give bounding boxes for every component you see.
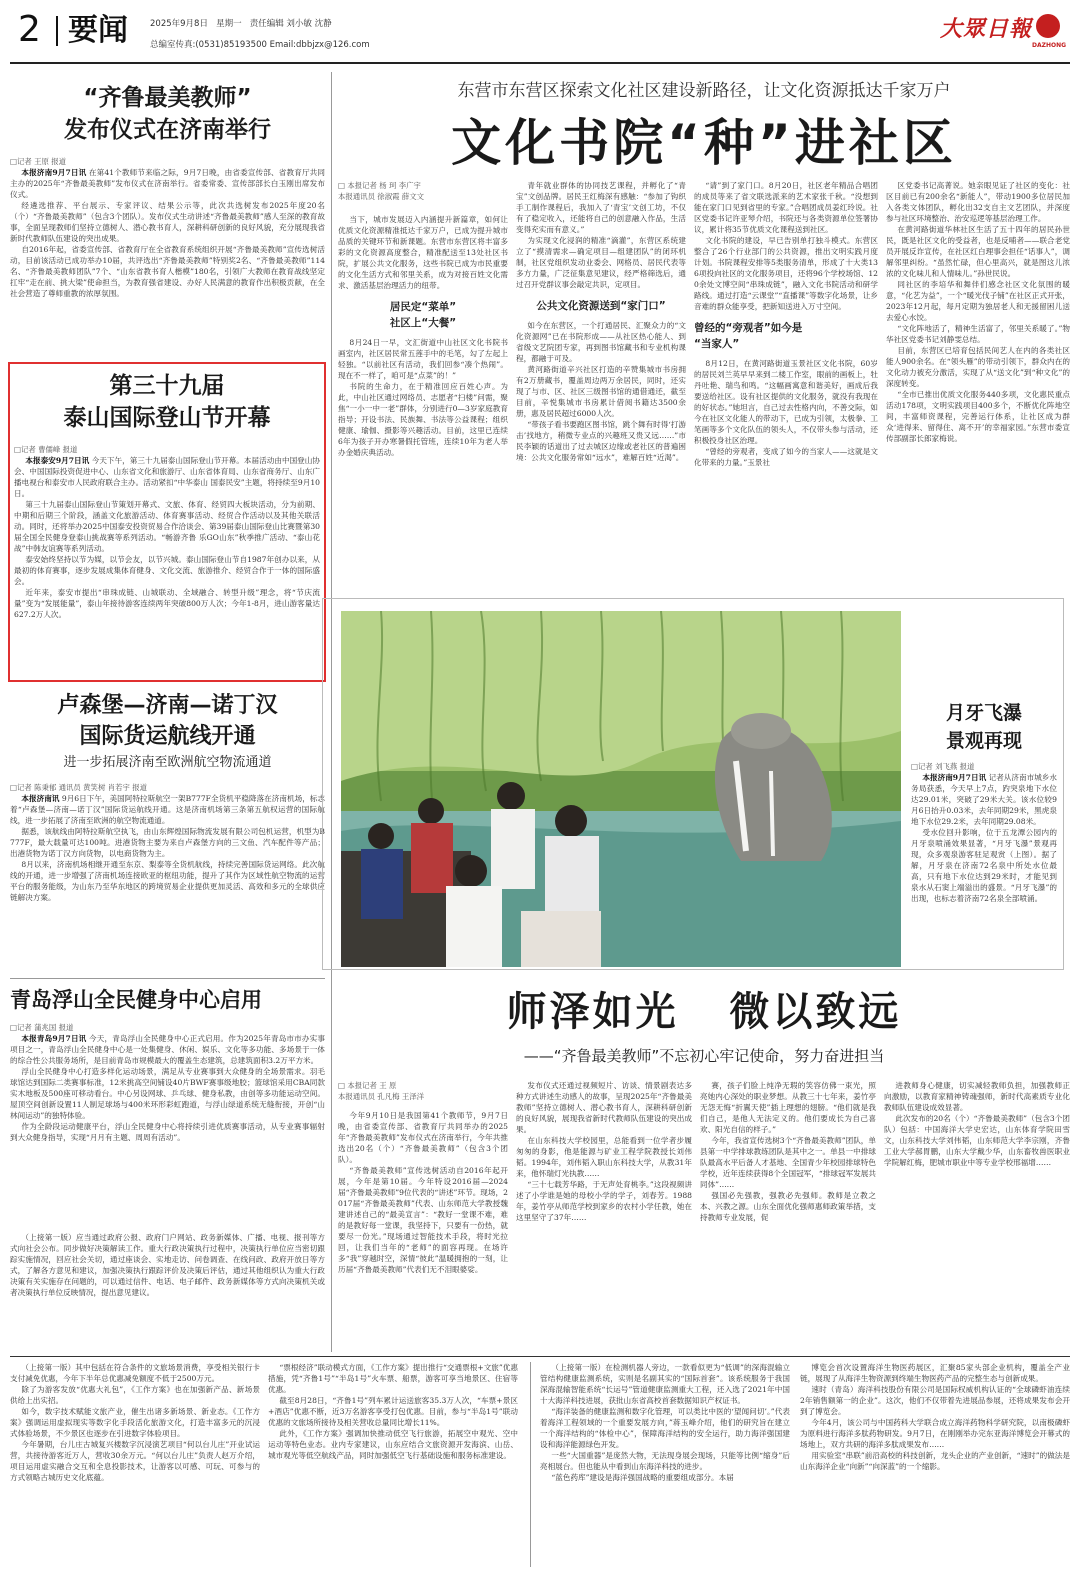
paragraph: 受水位回升影响，位于五龙潭公园内的月牙泉喷涌效果显著，“月牙飞瀑”景观再现，众多观泉游客驻足观赏（上图）。据了解，月牙泉在济南72名泉中所处水位最高，只有地下水位达到29米时，才能见到泉水从石窦上端溢出的盛景。“月牙飞瀑”的出现，也标志着济南72名泉全部喷涌。 [911,828,1057,903]
article-teacher-ceremony [10,82,325,357]
paragraph: 自2016年起，省委宣传部、省教育厅在全省教育系统组织开展“齐鲁最美教师”宣传选树活动，目前该活动已成功举办10届，共评选出“齐鲁最美教师”特别奖2名、“齐鲁最美教师”114名、“齐鲁最美教师团队”7个、“山东省教书育人楷模”180名，引领广大教师在教育战线坚定扛牢“走在前、挑大梁”使命担当，为教育强省建设、办好人民满意的教育作出积极贡献，在全社会营造了尊师重教的浓厚氛围。 [10,245,325,298]
paragraph: 青年就业群体的协同技艺课程，并孵化了“青宝”文创品牌。居民王红梅深有感触：“参加了钩织手工制作课程后，我加入了‘青宝’文创工坊，不仅有了稳定收入，还能将自己的创意融入作品，生活变得充实而有意义。” [516,181,686,234]
paragraph: 同社区的李培华和舞伴们感念社区文化氛围的暖意，“化艺为益”，一个“暖光伐子铺”在社区正式开张，2023年12月起，每月定期为独居老人和无援留困儿送去爱心水饺。 [886,280,1070,322]
paragraph: 近年来，泰安市提出“串珠成链、山城联动、全域融合、转型升级”理念，将“节庆流量”变为“发展能量”，泰山年接待游客连续两年突破800万人次；今年1-8月，进山游客量达627.2万人次。 [14,588,320,619]
bottom-divider [10,1356,1070,1357]
paragraph: 8月以来，济南机场相继开通至东京、梨泰等全货机航线，持续完善国际货运网络。此次航线的开通，进一步增强了济南机场连接欧亚的枢纽功能，提升了其作为区域性航空物流的运营平台的服务能级，为山东乃至华东地区的跨境贸易企业提供更加灵活、高效和多元的全球供应链解决方案。 [10,860,325,902]
teacher-col-3-text [700,1080,876,1223]
main-col-3b-text [694,358,878,468]
paragraph: 今年，我省宣传选树3个“齐鲁最美教师”团队，单县第一中学排球教练团队是其中之一。单县一中排球队最高水平后备人才基地、全国青少年校园排球特色学校，近年连续获得8个全国冠军，“排球冠军发展共同体”…… [700,1136,876,1189]
paragraph: 8月24日一早，文汇街道中山社区文化书院书画室内，社区居民常五莲手中的毛笔，勾了左起上轻独。“以前社区有活动，我们回参“凑个热闹”。现在不一样了，咱可是“点菜”的！” [338,338,508,380]
teacher-col-1-text [338,1110,508,1275]
paragraph: 一些“大国重器”是庞然大物，无法现身展会现场，只能等比例“缩身”后亮相展台。但也能从中看到山东海洋科技的进步。 [540,1451,790,1471]
paragraph: “请”到了家门口。8月20日，社区老年精品合唱团的成员等来了省文联选派来的艺术家张千秋。“没想到能在家门口见到省里的专家。”合唱团成员姜红玲说。社区党委书记许亚琴介绍，书院还与各类资源单位签署协议，累计将35节优质文化课程送到社区。 [694,181,878,234]
issue-date: 2025年9月8日 [150,19,208,29]
paragraph: 速时（青岛）海洋科技股份有限公司是国际权威机构认证的“全球磷虾油连续2年销售额第一的企业”。这次，他们不仅带着先进展品参展，还将成果发布会开到了博览会。 [800,1385,1070,1416]
dateline: 本报济南9月7日讯 [922,773,987,782]
paragraph: 经遴选推荐、平台展示、专家评议、结果公示等，此次共选树发布2025年度20名（个）“齐鲁最美教师”（包含3个团队）。发布仪式生动讲述“齐鲁最美教师”感人至深的教育故事，全面呈现教师们坚持立德树人、潜心教书育人，深耕科研创新的良好风貌，充分展现我省新时代教师队伍建设的突出成果。 [10,201,325,243]
paragraph: 如今在东营区，一个打通居民、汇聚众力的“文化资源网”已在书院形成——从社区热心能人、到省级文艺院团专家，再到图书馆藏书和专业机构课程，都融于可及。 [516,321,686,363]
newspaper-logo [940,10,1065,54]
paragraph: 文化书院的建设，早已告别单打独斗模式。东营区整合了26个行业部门的公共资源，推出文明实践月度计划。书院课程安排等5类服务清单，形成了十大类136项投向社区的文化服务项目，还将96个学校场馆、120余处文博空间“串珠成链”，融入文化书院活动和研学路线。通过打造“云课堂”“直播课”等数字化场景，让乡音难的群众能享受，把新知送进入万寸空间。 [694,236,878,311]
subhead-line: 曾经的“旁观者”如今是 [694,322,803,334]
article-title-line1: “齐鲁最美教师” [83,85,252,111]
paragraph: 在山东科技大学校园里，总能看到一位学者步履匆匆的身影，他是能源与矿业工程学院教授长刘伟韬。1994年，刘伟韬入职山东科技大学，从教31年来，他怀瑞灯光执教…… [516,1136,692,1178]
page-number: 2 [18,9,41,50]
article-cargo-route [10,690,325,972]
paragraph: “全市已推出优质文化服务440多项，文化惠民重点活动178项，文明实践项目400多个，不断优化阵地空间，丰富师资课程，完善运行体系，让社区成为群众‘进得来、留得住、离不开’的幸福家园。”东营市委宣传部副部长郎家梅说。 [886,390,1070,443]
paragraph: 发布仪式还通过视频短片、访谈、情景剧表达多种方式讲述生动感人的故事，呈现2025年“齐鲁最美教师”坚持立德树人、潜心教书育人，深耕科研创新的良好风貌，展现我省新时代教师队伍建设的突出成果。 [516,1081,692,1134]
issue-date-line [150,17,332,29]
paragraph: 如今，数字技术赋能文旅产业，催生出诸多新场景、新业态。《工作方案》强调运用虚拟现实等数字化手段活化旅游文化，打造丰富多元的沉浸式体验场景，不少景区也逐步在引进数字体验项目。 [10,1407,260,1438]
main-col-4-text [886,180,1070,444]
paragraph: 用实验室“串联”前沿高校的科技创新，龙头企业的产业创新，“速时”的做法是山东海洋企业“向新”“向深蓝”的一个缩影。 [800,1451,1070,1471]
paragraph: 赛，孩子们脸上纯净无瑕的笑容仿佛一束光，照亮她内心深处的职业梦想。从教三十七年来，姜竹亭无怨无悔“折翼天使”插上理想的翅膀。“他们就是我们自己，是他人无法定义的。他们要成长为自己喜欢、阳光自信的样子。” [700,1081,876,1134]
main-col-3-text [694,180,878,312]
article-body [10,167,325,299]
article-byline: □记者 曹儒峰 报道 [14,445,78,454]
article-title-line1: 卢森堡—济南—诺丁汉 [57,693,278,718]
paragraph: 泰安始终坚持以节为媒，以节会友，以节兴城。泰山国际登山节自1987年创办以来，从最初的体育赛事，逐步发展成集体育健身、文化交流、旅游推介、经贸合作于一体的国际盛会。 [14,555,320,586]
main-col-1-text [338,214,508,291]
paragraph: “文化阵地活了，精神生活富了，邻里关系暖了。”物华社区党委书记刘静雯总结。 [886,324,1070,344]
teacher-col-4-text [884,1080,1070,1168]
photo-title-2: 景观再现 [945,730,1022,752]
paragraph: “曾经的旁观者，变成了如今的当家人——这就是文化带来的力量。”玉景社 [694,447,878,467]
article-title-line1: 第三十九届 [109,373,225,399]
paragraph: 今天，青岛浮山全民健身中心正式启用。作为2025年青岛市市办实事项目之一，青岛浮山全民健身中心是一处集健身、休闲、娱乐、文化等多功能、多场景于一体的综合性公共服务场所，是目前青岛市规模最大的覆盖生态建筑，总建筑面积3.2万平方米。 [10,1034,325,1065]
paragraph: 截至8月28日，“齐鲁1号”列车累计运送旅客35.3万人次，“车票+景区+酒店”优惠不断，近3万名游客享受打包优惠。目前，参与“半岛1号”联动优惠的文旅场所接待及相关营收总量同比增长11%。 [268,1396,518,1427]
article-body [10,1033,325,1143]
section-divider [56,16,58,46]
contact-line: 总编室传真:(0531)85193500 Email:dbbjzx@126.com [150,40,370,50]
paragraph: （上接第一版）应当通过政府公报、政府门户网站、政务新媒体、广播、电视、报刊等方式向社会公布。同步做好决策解读工作。重大行政决策执行过程中，决策执行单位应当密切跟踪实施情况，回应社会关切，通过座谈会、实地走访、问卷调查、在线问政、政府开放日等方式，了解各方意见和建议，加强决策执行跟踪评价及决策后评估，通过其他组织认为重大行政决策有关实施存在问题的，可以通过信件、电话、电子邮件、政务新媒体等方式向决策机关或者决策执行单位反映情况，提出意见建议。 [10,1233,325,1297]
paragraph: “票根经济”联动模式方面，《工作方案》提出推行“交通票根+文旅”优惠措施，凭“齐鲁1号”“半岛1号”火车票、船票，游客可享当地景区、住宿等优惠。 [268,1363,518,1394]
dateline: 本报济南9月7日讯 [21,168,87,177]
article-continued-policy [10,1232,325,1344]
bottom-continued-articles [10,1362,1070,1572]
main-col-2 [516,180,686,590]
paragraph: 此外，《工作方案》强调加快推动低空飞行旅游，拓展空中观光、空中运动等特色业态。业内专家建议，山东应结合文旅资源开发海滨、山岳、城市观光等低空航线产品，同时加强低空飞行基础设施和服务标准建设。 [268,1429,518,1460]
bottom-col-1-text [10,1362,260,1483]
article-body [14,455,320,620]
dateline: 本报济南讯 [21,794,60,803]
main-col-2-text [516,180,686,290]
photo-caption-box [911,699,1057,967]
article-title-line2: 泰山国际登山节开幕 [63,405,271,431]
teacher-headline [338,980,1070,1044]
masthead [0,0,1080,64]
teacher-col-2 [516,1080,692,1350]
article-fitness-center [10,984,325,1212]
paragraph: 作为全龄段运动健康平台，浮山全民健身中心将持续引进优质赛事活动，从专业赛事辐射到大众健身指导，实现“月月有主题、周周有活动”。 [10,1122,325,1142]
article-byline: □记者 王原 报道 [10,157,67,166]
main-col-1 [338,180,508,590]
article-taishan-festival [8,362,326,682]
subhead-line: 居民定“菜单” [389,301,457,313]
teacher-byline-2: 本报通讯员 孔凡梅 王泽洋 [338,1092,424,1101]
bottom-col-1 [10,1362,260,1572]
photo-byline: □记者 刘飞燕 报道 [911,762,975,771]
photo-title-1: 月牙飞瀑 [945,702,1022,724]
paragraph: 为实现文化浸润的精准“滴灌”，东营区系统建立了“摸清需求—确定项目—组建团队”的闭环机制，社区党组织发动业委会、网格员、居民代表等多方力量，广泛征集意见建议，经严格筛选后，通过召开党群议事会敲定共识，定项目。 [516,236,686,289]
paragraph: 今年9月10日是我国第41个教师节，9月7日晚，由省委宣传部、省教育厅共同举办的2025年“齐鲁最美教师”发布仪式在济南举行，今年共推选出20名（个）“齐鲁最美教师”（包含3个团队）。 [338,1111,508,1164]
article-title-line2: 国际货运航线开通 [79,724,256,749]
paragraph: 在第41个教师节来临之际，9月7日晚，由省委宣传部、省教育厅共同主办的2025年“齐鲁最美教师”发布仪式在济南举行。省委常委、宣传部部长白玉刚出席发布仪式。 [10,168,325,199]
article-body [10,1232,325,1298]
paragraph: “蓝色药库”建设是海洋强国战略的重要组成部分。本届 [551,1473,734,1482]
paragraph: 9月6日下午，美国阿特拉斯航空一架B777F全货机平稳降落在济南机场，标志着“卢森堡—济南—诺丁汉”国际货运航线开通。这是济南机场第三条第五航权运营的国际航线，进一步拓展了济南至欧洲的航空物流通道。 [10,794,325,825]
logo-text: 大眾日報 [940,16,1033,42]
paragraph: “海洋装备的健康监测和数字化管理，可以类比中医的‘望闻问切’。”代表着海洋工程领域的一个重要发展方向，”蒋玉峰介绍，他们的研究旨在建立一个海洋结构的“体检中心”，保障海洋结构的安全运行，助力海洋强国建设和海洋能源绿色开发。 [540,1407,790,1449]
main-headline: 文化书院“种”进社区 [451,114,957,172]
main-col-2b-text [516,320,686,463]
teacher-feature [338,980,1070,1352]
logo-emblem-icon [1036,14,1060,38]
bottom-vertical-divider [530,1362,531,1567]
main-col-4 [886,180,1070,590]
paragraph: 今天下午，第三十九届泰山国际登山节开幕。本届活动由中国登山协会、中国国际投资促进中心、山东省文化和旅游厅、山东省体育局、山东省商务厅、山东广播电视台和泰安市人民政府联合主办。活动紧扣“中华泰山 国泰民安”主题，将持续至9月10日。 [14,456,320,498]
paragraph: 第三十九届泰山国际登山节策划开幕式、文旅、体育、经贸四大板块活动，分为前期、中期和后期三个阶段，涵盖文化旅游活动、体育赛事活动、经贸合作活动以及其他关联活动。同时，还将举办2025中国泰安投资贸易合作洽谈会、第39届泰山国际登山比赛暨第30届全国全民健身登泰山挑战赛等系列活动。“畅游齐鲁 乐GO山东”秋季推广活动、“泰山花战”中韩友谊赛等系列活动。 [14,500,320,553]
main-subhead-1 [338,299,508,331]
paragraph: （上接第一版）在检测机器人旁边，一款看似更为“低调”的深海混输立管结构健康监测系统，实则是名副其实的“国际首套”。该系统服务于我国深海混输智能系统“长运号”管道健康监测重大工程，还入选了2021年中国十大海洋科技进展，获批山东省高校首套数据知识产权证书。 [540,1363,790,1405]
paragraph: 当下，城市发展迈入内涵提升新篇章，如何让优质文化资源精准抵达千家万户，已成为提升城市品质的关键环节和新课题。东营市东营区将丰富多彩的文化资源高度整合，精准配送至13处社区书院，扩展公共文化服务，这些书院已成为市民重要的文化生活方式和邻里关系，成为对接百姓文化需求、激活基层治理活力的纽带。 [338,215,508,290]
bottom-col-4-text [800,1362,1070,1472]
paragraph: 目前，东营区已培育包括民间艺人在内的各类社区能人900余名。在“领头雁”的带动引领下，群众内在的文化动力被充分激活，实现了从“送文化”到“种文化”的深度转变。 [886,346,1070,388]
bottom-col-2 [268,1362,518,1572]
teacher-subtitle: ——“齐鲁最美教师”不忘初心牢记使命，努力奋进担当 [523,1047,885,1065]
paragraph: 区党委书记高菁说。她亲眼见证了社区的变化：社区目前已有200余名“新能人”，带动1900多位居民加入各类文体团队，孵化出32支自主文艺团队，并深度参与社区环境整治、治安巡逻等基层治理工作。 [886,181,1070,223]
paragraph: “带孩子看书要跑区图书馆，跳个舞有时得‘打游击’找地方，稍微专业点的兴趣班又贵又远……”市民李颖的话道出了过去城区边缘或老社区的普遍困境：公共文化服务常如“远水”，难解百姓“近渴”。 [516,420,686,462]
paragraph: “齐鲁最美教师”宣传选树活动自2016年起开展，今年是第10届。今年特设2016届—2024届“齐鲁最美教师”9位代表的“讲述”环节。现场，2017届“齐鲁最美教师”代表、山东师范大学教授魏建讲述自己的“最美宣言”：“教好一堂课不难，难的是教好每一堂课，我坚持下，只要有一份热，就要尽一份光。”现场通过智能技术手段，将时光拉回，让我们当年的“老师”的面容再现。在场许多“我”穿越时空，深情“彼此”温暖拥抱的一刻，让历届“齐鲁最美教师”代表们无不泪眼婆娑。 [338,1166,508,1274]
article-byline: □记者 陈秉郁 通讯员 黄笑树 肖若宇 报道 [10,783,147,792]
main-byline-1: □ 本报记者 杨 珂 李广宇 [338,181,421,190]
paragraph: 记者从济南市城乡水务局获悉，今天早上7点，趵突泉地下水位达29.01米，突破了29米大关。该水位较9月6日抬升0.03米，去年同期29米，黑虎泉地下水位29.2米，去年同期29.08米。 [911,773,1057,826]
teacher-col-1 [338,1080,508,1350]
section-title: 要闻 [68,13,128,48]
paragraph: （上接第一版）其中包括在符合条件的文旅场景消费，享受相关银行卡支付减免优惠，今年下半年总优惠减免额度不低于2500万元。 [10,1363,260,1383]
main-story [338,72,1070,592]
teacher-col-3 [700,1080,876,1350]
paragraph: 黄河路街道辛兴社区打造的辛赞集城市书房拥有2万册藏书，覆盖周边两万余居民，同时，还实现了与市、区、社区三级图书馆的通借通还，截至目前，辛悦集城市书房累计借阅书籍达3500余册，惠及居民超过6000人次。 [516,365,686,418]
main-kicker: 东营市东营区探索文化社区建设新路径，让文化资源抵达千家万户 [457,81,951,101]
bottom-col-3-text [540,1362,790,1483]
main-subhead-3 [694,320,878,352]
bottom-col-3 [540,1362,790,1572]
article-body [10,793,325,903]
masthead-rule [10,62,1070,64]
paragraph: 强国必先强教，强教必先强师。教师是立教之本、兴教之源。山东全面优化强师惠师政策举措，支持教师专业发展，促 [700,1191,876,1222]
logo-en: DAZHONG [1032,42,1067,49]
paragraph: “三十七载芳华路，于无声处育桃李。”这段视频讲述了小学谁是她的母校小学的学子，刘春芳。1988年，姜竹亭从师范学校到家乡的农村小学任教，她在这里坚守了37年…… [516,1180,692,1222]
main-columns [338,180,1070,590]
paragraph: 书院的生命力，在于精准回应百姓心声。为此，中山社区通过网络员、志愿者“扫楼”问需，聚焦“一小一中一老”群体，分别进行0—3岁家庭教育指导；开设书法、民族舞、书法等公益课程；组织健康、瑜伽、摄影等兴趣活动。目前，这里已连续6年为孩子开办寒暑假托管班，连续10年为老人举办金婚庆典活动。 [338,382,508,457]
paragraph: 据悉，该航线由阿特拉斯航空执飞，由山东辉煌国际物流发展有限公司包机运营，机型为B777F，最大载量可达100吨。进港货物主要为来自卢森堡方向的三文鱼、汽车配件等产品；出港货物为诺丁汉方向货物，以电商货物为主。 [10,827,325,858]
spring-park-photo [341,611,901,967]
paragraph: 博览会首次设置海洋生物医药展区，汇聚85家头部企业机构，覆盖全产业链，展现了从海洋生物资源到终端生物医药产品的完整生态与创新成果。 [800,1363,1070,1383]
teacher-byline-1: □ 本报记者 王 原 [338,1081,397,1090]
main-subhead-2: 公共文化资源送到“家门口” [536,300,666,312]
teacher-headline-1: 师泽如光 [506,989,679,1035]
main-col-1b-text [338,337,508,458]
paragraph: 今年4月，该公司与中国药科大学联合成立海洋药物科学研究院，以南极磷虾为原料进行海洋多肽药物研发。9月7日，在刚刚举办完东亚海洋博览会开幕式的场地上，双方共研的海洋多肽成果发布…… [800,1418,1070,1449]
dateline: 本报泰安9月7日讯 [25,456,90,465]
issue-weekday: 星期一 [216,19,242,29]
subhead-line: 社区上“大餐” [389,317,457,329]
paragraph: 8月12日，在黄河路街道玉景社区文化书院，60岁的居民刘兰英早早来到二楼工作室，眼前的画板上，牡丹吐艳、瑞鸟和鸣。“这幅画寓意和谐美好，画成后我要送给社区。设有社区提供的文化服务，就没有我现在的好状态。”她坦言，自己过去性格内向，不善交际，如今在社区文化能人的带动下，已成为引领，太极拳、工笔画等多个文化队伍的领头人，不仅带头参与活动，还积极投身社区治理。 [694,359,878,445]
teacher-col-2-text [516,1080,692,1223]
paragraph: 在黄河路街道华林社区生活了五十四年的居民孙世民，既是社区文化的受益者，也是反哺者——联合老党员开展反诈宣传，在社区红白理事会担任“话事人”，调解邻里纠纷。“虽然忙碌，但心里高兴，就是图这儿浓浓的文化味儿和人情味儿。”孙世民说。 [886,225,1070,278]
photo-body [911,772,1057,904]
paragraph: 除了为游客发放“优惠大礼包”，《工作方案》也在加强新产品、新场景供给上出实招。 [10,1385,260,1405]
teacher-col-4 [884,1080,1070,1350]
teacher-headline-2: 微以致远 [729,989,902,1035]
dateline: 本报青岛9月7日讯 [21,1034,87,1043]
article-byline: □记者 蒲兆国 报道 [10,1023,74,1032]
bottom-col-2-text [268,1362,518,1461]
subhead-line: “当家人” [694,338,740,350]
article-subtitle: 进一步拓展济南至欧洲航空物流通道 [63,755,272,770]
main-col-3 [694,180,878,590]
article-title-line2: 发布仪式在济南举行 [64,117,271,143]
paragraph: 此次发布的20名（个）“齐鲁最美教师”（包含3个团队）包括：中国海洋大学史宏达，山东体育学院田雪文，山东科技大学刘伟韬，山东师范大学李宗刚，齐鲁工业大学郝胃鹏，山东大学戴少华，山东畜牧兽医职业学院解红梅，肥城市职业中等专业学校邢福增…… [884,1114,1070,1167]
main-byline-2: 本报通讯员 徐淑霞 薛文文 [338,192,424,201]
editor-credit: 责任编辑 刘小敏 沈静 [249,19,332,29]
article-title: 青岛浮山全民健身中心启用 [10,988,262,1012]
column-divider [10,978,325,979]
bottom-col-4 [800,1362,1070,1572]
paragraph: 浮山全民健身中心打造多样化运动场景，满足从专业赛事到大众健身的全场景需求。羽毛球馆达到国际二类赛事标准，12米挑高空间铺设40片BWF赛事级地胶；篮球馆采用CBA同款实木地板及500座可移动看台。中心另设网球、乒乓球、健身私教，由创等多功能运动空间。屋顶空间创新设置11人制足球场与400米环形彩虹跑道，与浮山绿道系统无缝衔接，开创“山林间运动”的独特体验。 [10,1067,325,1120]
paragraph: 今年暑期，台儿庄古城复兴楼数字沉浸演艺项目“何以台儿庄”开业试运营，共接待游客近万人，营收30余万元。“何以台儿庄”负责人赵万介绍，项目运用虚实融合交互和全息投影技术，让游客以可感、可玩、可参与的方式领略古城历史文化底蕴。 [10,1440,260,1482]
photo-story-box [322,598,1064,970]
paragraph: 进教师身心健康，切实减轻教师负担，加强教师正向激励，以教育家精神铸魂强师，新时代高素质专业化教师队伍建设成效显著。 [884,1081,1070,1112]
